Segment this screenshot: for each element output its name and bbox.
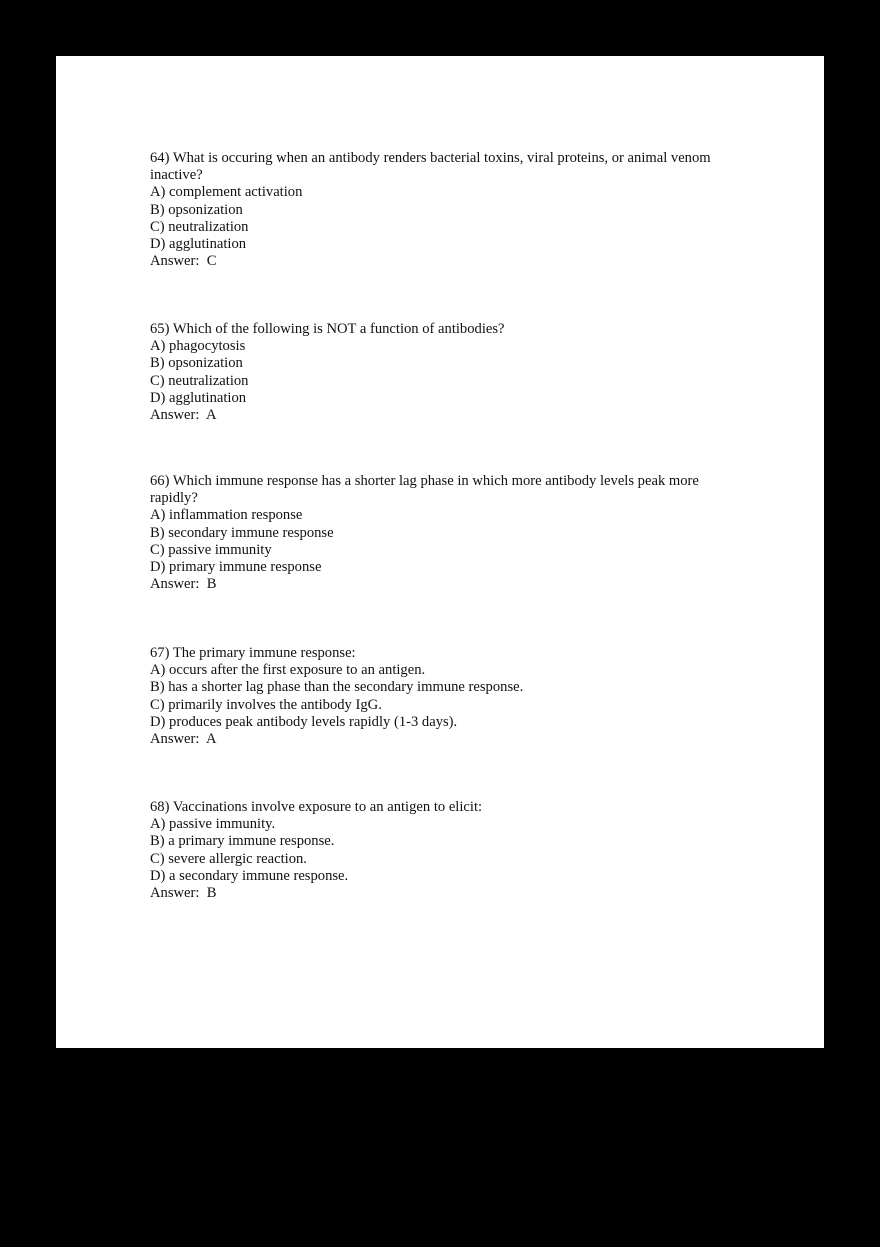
question-67 <box>150 645 740 748</box>
option-d: D) agglutination <box>150 389 247 406</box>
answer: Answer: C <box>150 253 217 270</box>
answer: Answer: A <box>150 731 217 748</box>
option-a: A) passive immunity. <box>150 816 276 833</box>
question-68 <box>150 799 740 902</box>
option-b: B) has a shorter lag phase than the secondary immune response. <box>150 679 524 696</box>
option-b: B) a primary immune response. <box>150 833 335 850</box>
answer: Answer: B <box>150 576 217 593</box>
option-d: D) agglutination <box>150 236 247 253</box>
answer: Answer: B <box>150 885 217 902</box>
option-d: D) a secondary immune response. <box>150 867 349 884</box>
question-64 <box>150 150 740 270</box>
option-a: A) complement activation <box>150 184 303 201</box>
option-b: B) opsonization <box>150 355 243 372</box>
question-66 <box>150 473 740 593</box>
option-b: B) opsonization <box>150 201 243 218</box>
answer: Answer: A <box>150 407 217 424</box>
option-c: C) neutralization <box>150 218 249 235</box>
question-stem: 68) Vaccinations involve exposure to an antigen to elicit: <box>150 799 483 815</box>
option-c: C) neutralization <box>150 372 249 389</box>
question-stem: 67) The primary immune response: <box>150 645 356 661</box>
option-b: B) secondary immune response <box>150 524 334 541</box>
option-c: C) passive immunity <box>150 541 272 558</box>
option-d: D) primary immune response <box>150 559 322 576</box>
document-page <box>56 56 824 1048</box>
option-a: A) inflammation response <box>150 507 303 524</box>
question-stem: 65) Which of the following is NOT a function of antibodies? <box>150 321 505 337</box>
option-a: A) occurs after the first exposure to an antigen. <box>150 662 426 679</box>
question-stem: 66) Which immune response has a shorter lag phase in which more antibody levels peak more rapidly? <box>150 473 703 507</box>
option-c: C) primarily involves the antibody IgG. <box>150 696 382 713</box>
option-c: C) severe allergic reaction. <box>150 850 307 867</box>
option-d: D) produces peak antibody levels rapidly (1-3 days). <box>150 713 458 730</box>
question-stem: 64) What is occuring when an antibody renders bacterial toxins, viral proteins, or animal venom inactive? <box>150 150 715 184</box>
question-65 <box>150 321 740 424</box>
option-a: A) phagocytosis <box>150 338 246 355</box>
